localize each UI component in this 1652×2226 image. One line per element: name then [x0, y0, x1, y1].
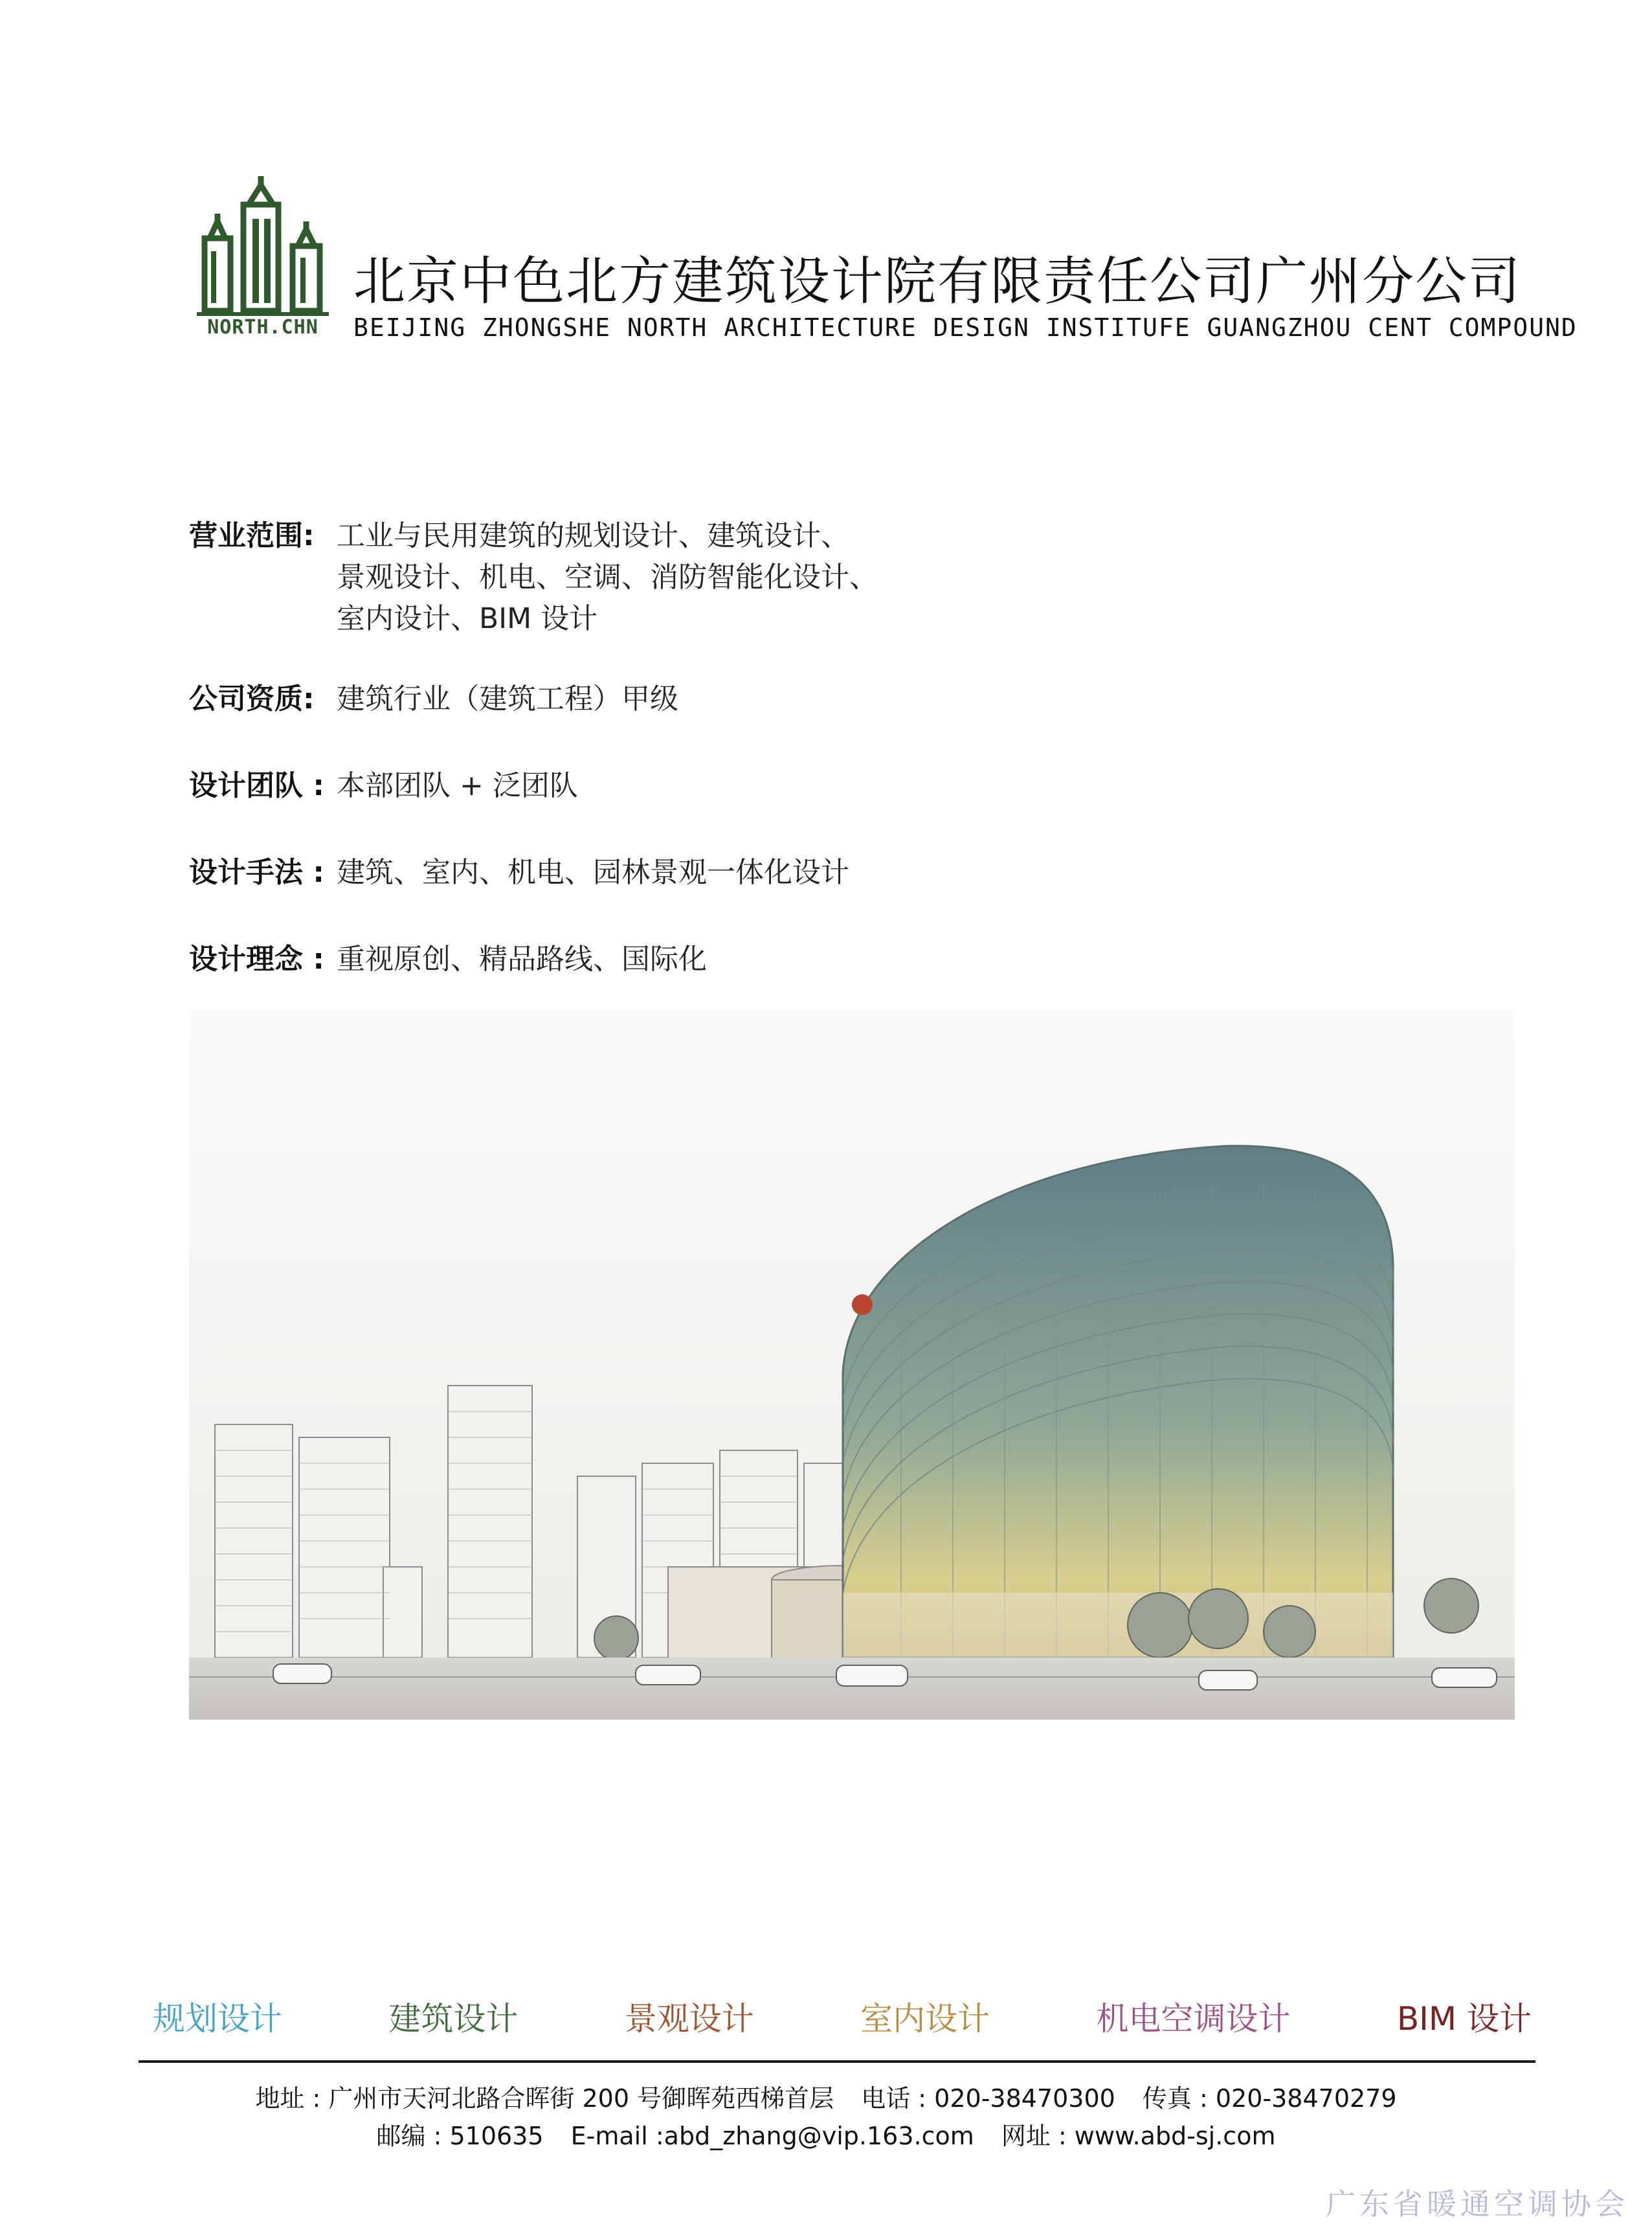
business-scope-label: 营业范围:	[189, 519, 315, 552]
service-interior: 室内设计	[860, 2000, 990, 2038]
business-scope-line: 景观设计、机电、空调、消防智能化设计、	[337, 561, 878, 594]
service-architecture: 建筑设计	[388, 2000, 519, 2038]
company-name-cn: 北京中色北方建筑设计院有限责任公司广州分公司	[353, 251, 1521, 311]
design-team-label: 设计团队 :	[189, 769, 324, 802]
logo-caption: NORTH.CHN	[207, 316, 318, 339]
design-method	[189, 852, 1419, 894]
building-logo-icon	[192, 174, 334, 339]
design-philosophy	[189, 939, 1419, 980]
contact-line-2	[0, 2117, 1652, 2155]
email-link[interactable]: E-mail :abd_zhang@vip.163.com	[570, 2122, 974, 2150]
building-rendering	[189, 1010, 1515, 1720]
service-planning: 规划设计	[153, 2000, 282, 2038]
company-logo	[192, 174, 334, 339]
qualification	[189, 679, 1419, 720]
business-scope-line: 室内设计、BIM 设计	[337, 602, 598, 635]
watermark: 广东省暖通空调协会	[1326, 2187, 1629, 2221]
design-method-label: 设计手法 :	[189, 856, 324, 889]
website-link[interactable]: 网址 : www.abd-sj.com	[1001, 2122, 1276, 2150]
postcode: 邮编 : 510635	[376, 2122, 544, 2150]
service-mep-hvac: 机电空调设计	[1096, 2000, 1291, 2038]
contact-info	[0, 2080, 1652, 2155]
design-philosophy-label: 设计理念 :	[189, 943, 324, 976]
qualification-value: 建筑行业（建筑工程）甲级	[337, 682, 678, 715]
business-scope-values	[337, 515, 878, 640]
fax: 传真 : 020-38470279	[1142, 2084, 1397, 2113]
business-scope	[189, 515, 1419, 640]
company-info	[189, 515, 1419, 980]
design-method-value: 建筑、室内、机电、园林景观一体化设计	[337, 856, 849, 889]
building-sketch-image	[189, 1010, 1515, 1720]
qualification-label: 公司资质:	[189, 682, 315, 715]
service-list	[153, 1993, 1532, 2040]
service-bim: BIM 设计	[1396, 2000, 1532, 2038]
service-landscape: 景观设计	[624, 2000, 754, 2038]
address: 地址 : 广州市天河北路合晖街 200 号御晖苑西梯首层	[255, 2084, 834, 2113]
business-scope-line: 工业与民用建筑的规划设计、建筑设计、	[337, 519, 849, 552]
company-name-en: BEIJING ZHONGSHE NORTH ARCHITECTURE DESIGN INSTITUFE GUANGZHOU CENT COMPOUND	[353, 313, 1578, 342]
footer-divider	[139, 2060, 1535, 2063]
design-team-value: 本部团队 + 泛团队	[337, 769, 578, 802]
phone: 电话 : 020-38470300	[861, 2084, 1115, 2113]
design-philosophy-value: 重视原创、精品路线、国际化	[337, 943, 707, 976]
design-team	[189, 765, 1419, 807]
contact-line-1	[0, 2080, 1652, 2117]
